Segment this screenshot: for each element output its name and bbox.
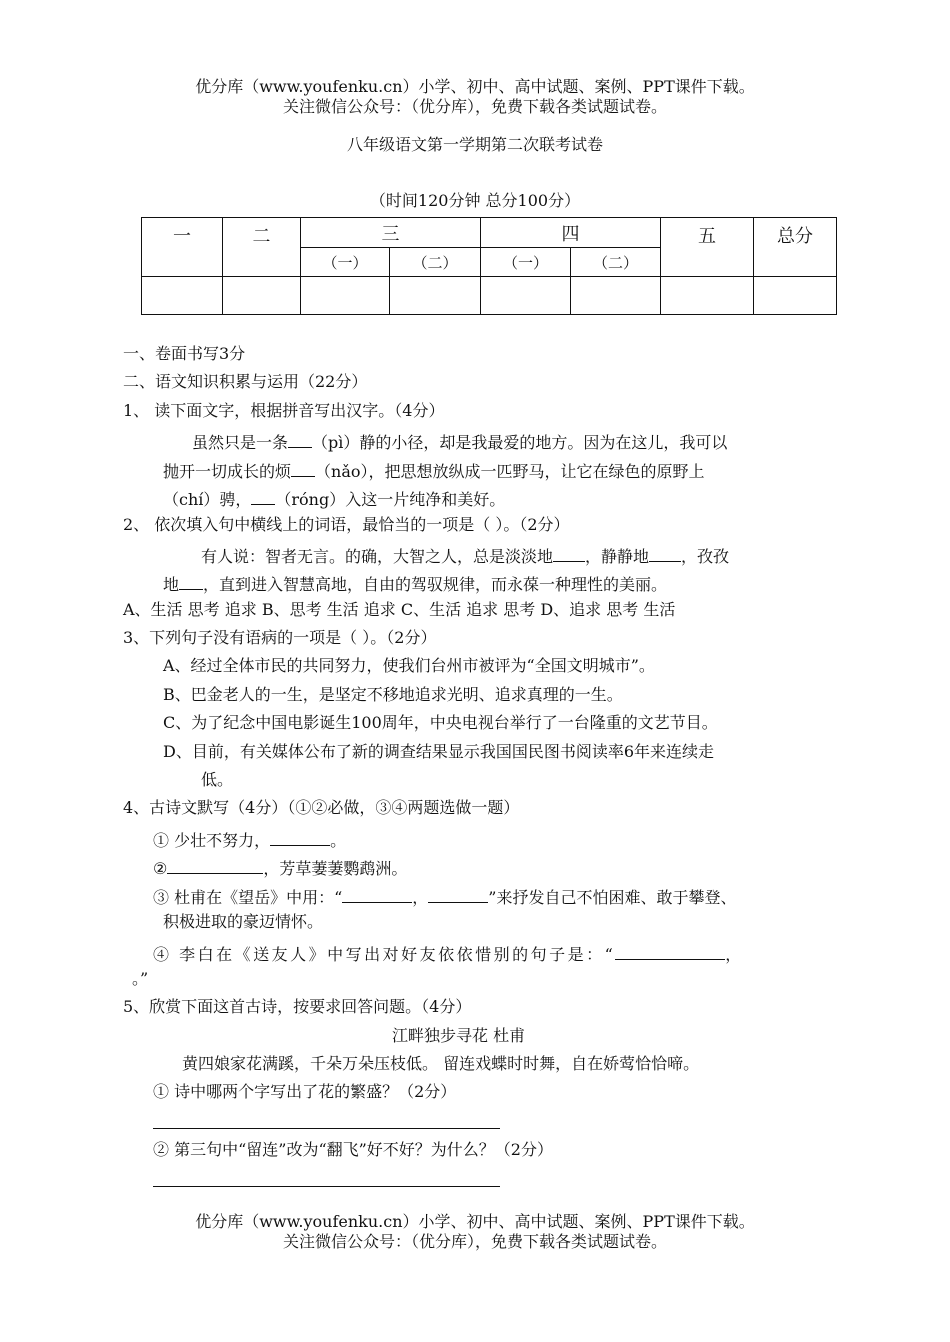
score-sub-3-1: （一）	[301, 248, 390, 277]
score-header-total: 总分	[754, 218, 837, 277]
score-cell[interactable]	[142, 277, 223, 315]
score-cell[interactable]	[223, 277, 301, 315]
q5-stem: 5、欣赏下面这首古诗，按要求回答问题。（4分）	[123, 997, 472, 1016]
footer-line-1: 优分库（www.youfenku.cn）小学、初中、高中试题、案例、PPT课件下载。	[195, 1212, 755, 1231]
answer-blank[interactable]	[251, 488, 275, 505]
answer-line[interactable]	[153, 1186, 500, 1187]
q2-text: ，直到进入智慧高地，自由的驾驭规律，而永葆一种理性的美丽。	[203, 575, 668, 594]
exam-title: 八年级语文第一学期第二次联考试卷	[346, 135, 603, 154]
footer-line-2: 关注微信公众号：（优分库），免费下载各类试题试卷。	[282, 1232, 667, 1251]
q1-text: （chí）骋，	[163, 490, 252, 509]
poem-title: 江畔独步寻花 杜甫	[392, 1026, 526, 1045]
q3-option-c: C、为了纪念中国电影诞生100周年，中央电视台举行了一台隆重的文艺节目。	[163, 713, 718, 732]
section-2-heading: 二、语文知识积累与运用（22分）	[123, 372, 368, 391]
q4-text: ②	[153, 859, 168, 878]
q1-text: 抛开一切成长的烦	[163, 462, 292, 481]
q4-text: ③ 杜甫在《望岳》中用：“	[153, 888, 343, 907]
q5-sub-2: ② 第三句中“留连”改为“翻飞”好不好？为什么？（2分）	[153, 1140, 553, 1159]
score-cell[interactable]	[754, 277, 837, 315]
q3-option-d: D、目前，有关媒体公布了新的调查结果显示我国国民图书阅读率6年来连续走	[163, 742, 715, 761]
q3-stem: 3、下列句子没有语病的一项是（ ）。（2分）	[123, 628, 437, 647]
q2-text: 地	[163, 575, 180, 594]
q4-item-4-cont: 。”	[132, 969, 149, 988]
q3-option-d-cont: 低。	[201, 770, 234, 789]
header-line-2: 关注微信公众号：（优分库），免费下载各类试题试卷。	[282, 97, 667, 116]
q3-option-a: A、经过全体市民的共同努力，使我们台州市被评为“全国文明城市”。	[163, 656, 655, 675]
answer-line[interactable]	[153, 1128, 500, 1129]
q4-stem: 4、古诗文默写（4分）（①②必做，③④两题选做一题）	[123, 798, 520, 817]
q1-text: （pì）静的小径，却是我最爱的地方。因为在这儿，我可以	[312, 433, 728, 452]
q1-line-3	[163, 488, 505, 508]
header-line-1: 优分库（www.youfenku.cn）小学、初中、高中试题、案例、PPT课件下载。	[195, 77, 755, 96]
q2-stem: 2、 依次填入句中横线上的词语，最恰当的一项是（ ）。（2分）	[123, 515, 570, 534]
q2-line-1	[201, 545, 729, 565]
answer-blank[interactable]	[428, 886, 488, 903]
answer-blank[interactable]	[342, 886, 412, 903]
q1-stem: 1、 读下面文字，根据拼音写出汉字。（4分）	[123, 401, 445, 420]
q4-text: ”来抒发自己不怕困难、敢于攀登、	[488, 888, 737, 907]
q2-text: ，孜孜	[681, 547, 730, 566]
answer-blank[interactable]	[167, 857, 263, 874]
exam-meta: （时间120分钟 总分100分）	[369, 191, 581, 210]
answer-blank[interactable]	[553, 545, 585, 562]
q4-text: ④ 李白在《送友人》中写出对好友依依惜别的句子是：“	[153, 945, 616, 964]
answer-blank[interactable]	[291, 460, 315, 477]
q1-line-2	[163, 460, 705, 480]
q4-item-1	[153, 829, 346, 849]
score-header-2: 二	[223, 218, 301, 277]
section-1-heading: 一、卷面书写3分	[123, 344, 246, 363]
answer-blank[interactable]	[649, 545, 681, 562]
q4-text: ，	[412, 888, 429, 907]
score-cell[interactable]	[390, 277, 481, 315]
score-cell[interactable]	[301, 277, 390, 315]
score-header-4: 四	[481, 218, 661, 248]
q2-text: ，静静地	[585, 547, 650, 566]
q3-option-b: B、巴金老人的一生，是坚定不移地追求光明、追求真理的一生。	[163, 685, 623, 704]
score-header-3: 三	[301, 218, 481, 248]
q4-text: ，芳草萋萋鹦鹉洲。	[263, 859, 408, 878]
score-header-1: 一	[142, 218, 223, 277]
q4-item-3	[153, 886, 736, 906]
q4-text: ① 少壮不努力，	[153, 831, 271, 850]
answer-blank[interactable]	[270, 829, 330, 846]
q4-text: 。	[330, 831, 347, 850]
q5-sub-1: ① 诗中哪两个字写出了花的繁盛？（2分）	[153, 1082, 457, 1101]
score-cell[interactable]	[661, 277, 754, 315]
q1-text: （nǎo），把思想放纵成一匹野马，让它在绿色的原野上	[315, 462, 705, 481]
answer-blank[interactable]	[615, 943, 725, 960]
q2-text: 有人说：智者无言。的确，大智之人，总是淡淡地	[201, 547, 554, 566]
poem-text: 黄四娘家花满蹊，千朵万朵压枝低。 留连戏蝶时时舞，自在娇莺恰恰啼。	[182, 1054, 700, 1073]
score-sub-4-2: （二）	[571, 248, 661, 277]
answer-blank[interactable]	[288, 431, 312, 448]
q4-item-4	[153, 943, 744, 963]
q4-item-2	[153, 857, 407, 877]
q2-line-2	[163, 573, 667, 593]
q4-item-3-cont: 积极进取的豪迈情怀。	[163, 912, 324, 931]
score-cell[interactable]	[481, 277, 571, 315]
q1-text: 虽然只是一条	[192, 433, 289, 452]
score-sub-4-1: （一）	[481, 248, 571, 277]
answer-blank[interactable]	[179, 573, 203, 590]
score-sub-3-2: （二）	[390, 248, 481, 277]
score-header-5: 五	[661, 218, 754, 277]
q4-text: ，	[725, 945, 744, 964]
q2-options: A、生活 思考 追求 B、思考 生活 追求 C、生活 追求 思考 D、追求 思考 生活	[123, 600, 676, 619]
q1-line-1	[192, 431, 727, 451]
score-table	[141, 217, 837, 315]
score-cell[interactable]	[571, 277, 661, 315]
q1-text: （róng）入这一片纯净和美好。	[275, 490, 506, 509]
